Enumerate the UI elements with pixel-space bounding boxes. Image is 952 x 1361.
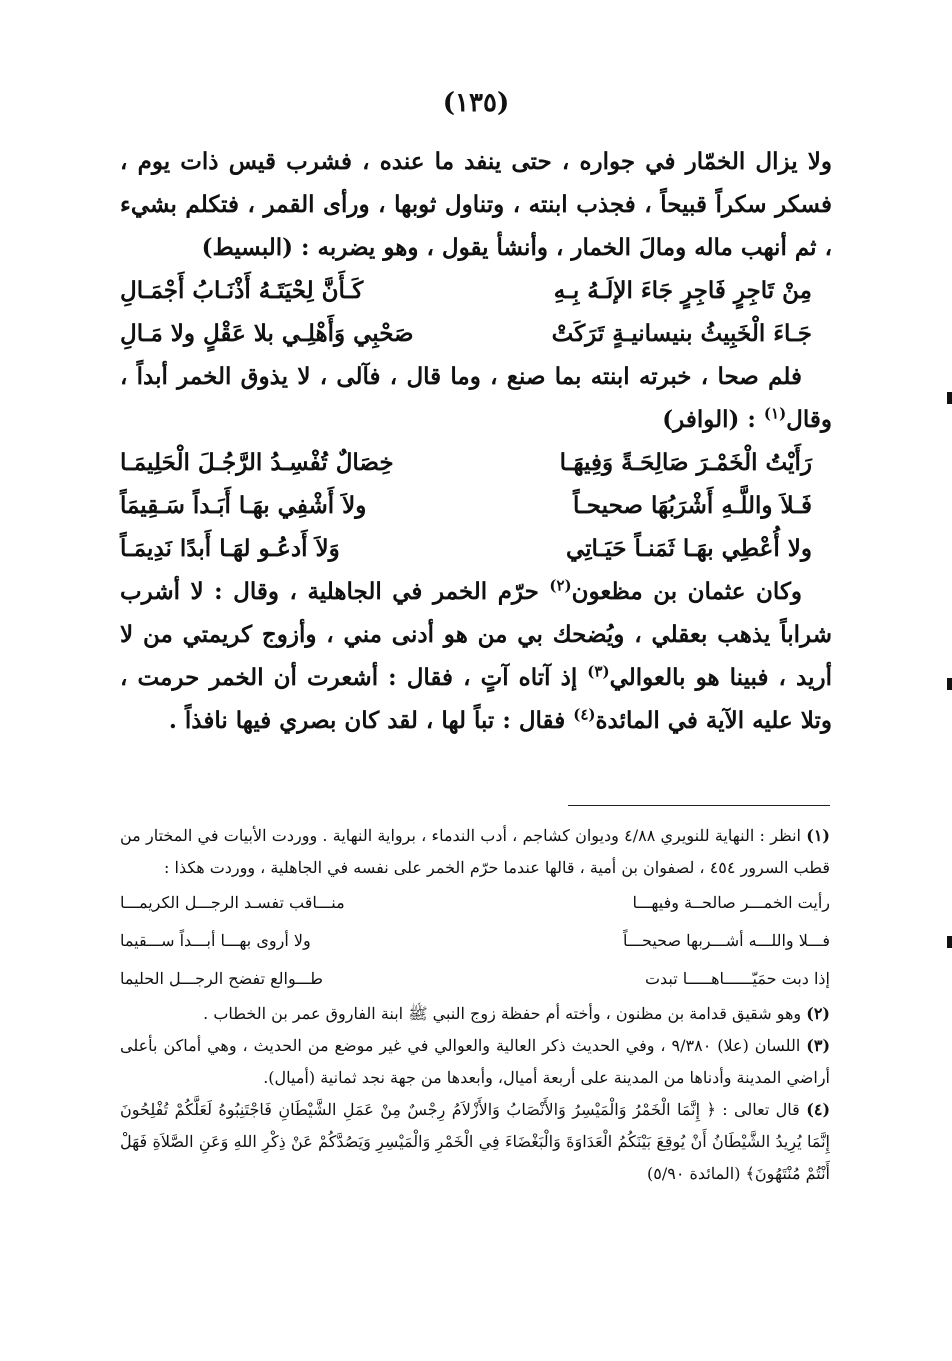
verse-hemistich-right: ولا أُعْطِي بهَـا ثَمَنـاً حَيَـاتِي	[565, 535, 812, 562]
paragraph-2-text-a: فلم صحا ، خبرته ابنته بما صنع ، وما قال ، فآلى ، لا يذوق الخمر أبداً ، وقال	[120, 363, 832, 433]
footnote-verse	[120, 884, 830, 922]
footnote-ref-2: (٢)	[549, 576, 572, 595]
paragraph-3-text-a: وكان عثمان بن مظعون	[571, 578, 803, 605]
footnote-ref-1: (١)	[763, 404, 787, 423]
paragraph-3-text-b: حرّم الخمر في الجاهلية ، وقال : لا أشرب شراباً يذهب بعقلي ، ويُضحك بي من هو أدنى مني ، وأزوج كريمتي من لا أريد ، فبينا هو بالعوالي	[120, 578, 832, 691]
paragraph-3	[120, 570, 832, 742]
paragraph-1: ولا يزال الخمّار في جواره ، حتى ينفد ما عنده ، فشرب قيس ذات يوم ، فسكر سكراً قبيحاً ، فجذب ابنته ، وتناول ثوبها ، ورأى القمر ، فتكلم بشيء ، ثم أنهب ماله ومالَ الخمار ، وأنشأ يقول ، وهو يضربه : (البسيط)	[120, 148, 832, 261]
verse-hemistich-right: إذا دبت حمَيّــــــاهـــــا تبدت	[644, 969, 830, 988]
footnote-2	[120, 998, 830, 1030]
footnote-ref-3: (٣)	[587, 662, 610, 681]
footnote-number: (٤)	[806, 1100, 831, 1119]
page-number: (١٣٥)	[442, 88, 510, 118]
footnote-verse	[120, 960, 830, 998]
paragraph-3-text-d: فقال : تباً لها ، لقد كان بصري فيها نافذاً .	[168, 707, 574, 734]
verse-hemistich-left: وَلاَ أَدعُـو لهَـا أَبدًا نَدِيمَـاً	[120, 535, 340, 562]
verse-hemistich-left: كَـأَنَّ لِحْيَتَـهُ أَذْنَـابُ أَجْمَـالِ	[120, 277, 364, 304]
footnote-text: قال تعالى : ﴿ إِنَّمَا الْخَمْرُ وَالْمَيْسِرُ وَالأَنْصَابُ وَالأَزْلاَمُ رِجْسٌ مِنْ عَمَلِ الشَّيْطَانِ فَاجْتَنِبُوهُ لَعَلَّكُمْ تُفْلِحُونَ إِنَّمَا يُرِيدُ الشَّيْطَانُ أَنْ يُوقِعَ بَيْنَكُمُ الْعَدَاوَةَ وَالْبَغْضَاءَ فِي الْخَمْرِ وَالْمَيْسِرِ وَيَصُدَّكُمْ عَنْ ذِكْرِ اللهِ وَعَنِ الصَّلاَةِ فَهَلْ أَنْتُمْ مُنْتَهُونَ﴾ (المائدة ٥/٩٠)	[120, 1100, 830, 1183]
footnote-4	[120, 1094, 830, 1190]
main-text	[120, 140, 832, 742]
verse-hemistich-left: ولاَ أَشْفِي بهَـا أَبَـداً سَـقِيمَاً	[120, 492, 367, 519]
scan-edge-mark	[947, 678, 952, 690]
footnote-text: اللسان (علا) ٩/٣٨٠ ، وفي الحديث ذكر العالية والعوالي في غير موضع من الحديث ، وهي أماكن بأعلى أراضي المدينة وأدناها من المدينة على أربعة أميال، وأبعدها من جهة نجد ثمانية (أميال).	[120, 1036, 830, 1087]
verse-hemistich-left: ولا أروى بهـــا أبـــداً ســـقيما	[120, 931, 311, 950]
footnote-3	[120, 1030, 830, 1094]
verse-hemistich-left: منـــاقب تفسـد الرجـــل الكريمـــا	[120, 893, 345, 912]
footnote-separator	[568, 805, 830, 806]
footnote-verse	[120, 922, 830, 960]
scan-edge-mark	[947, 392, 952, 404]
footnote-text: انظر : النهاية للنويري ٤/٨٨ وديوان كشاجم ، أدب الندماء ، برواية النهاية . ووردت الأبيات في المختار من قطب السرور ٤٥٤ ، لصفوان بن أمية ، قالها عندما حرّم الخمر على نفسه في الجاهلية ، ووردت هكذا :	[120, 826, 830, 877]
verse-hemistich-right: مِنْ تَاجِرٍ فَاجِرٍ جَاءَ الإلَـهُ بِـهِ	[553, 277, 812, 304]
footnote-1	[120, 820, 830, 884]
verse-hemistich-right: رَأَيْتُ الْخَمْـرَ صَالِحَـةً وَفِيهَـا	[559, 449, 812, 476]
poem-2-verse	[120, 441, 832, 484]
footnote-ref-4: (٤)	[573, 705, 596, 724]
verse-hemistich-right: جَـاءَ الْخَبِيثُ بنيسانيـةٍ تَرَكَتْ	[551, 320, 812, 347]
footnote-number: (٢)	[806, 1004, 830, 1023]
poem-1-verse	[120, 269, 832, 312]
paragraph-3-text-c: إذ آتاه آتٍ ، فقال : أشعرت أن الخمر حرمت ، وتلا عليه الآية في المائدة	[120, 664, 832, 734]
scan-edge-mark	[947, 936, 952, 948]
verse-hemistich-left: طـــوالع تفضح الرجـــل الحليما	[120, 969, 324, 988]
footnote-text: وهو شقيق قدامة بن مظنون ، وأخته أم حفظة زوج النبي ﷺ ابنة الفاروق عمر بن الخطاب .	[203, 1004, 802, 1023]
footnotes	[120, 820, 830, 1190]
verse-hemistich-right: رأيت الخمـــر صالحــة وفيهـــا	[632, 893, 830, 912]
footnote-number: (٣)	[806, 1036, 831, 1055]
verse-hemistich-right: فـــلا واللـــه أشـــربها صحيحـــاً	[623, 931, 830, 950]
poem-1-verse	[120, 312, 832, 355]
paragraph-2-text-b: : (الوافر)	[662, 406, 764, 433]
verse-hemistich-left: خِصَالٌ تُفْسِـدُ الرَّجُـلَ الْحَلِيمَـا	[120, 449, 394, 476]
footnote-number: (١)	[806, 826, 830, 845]
paragraph-2	[120, 355, 832, 441]
poem-2-verse	[120, 484, 832, 527]
verse-hemistich-right: فَـلاَ واللَّـهِ أَشْرَبُهَا صحيحـاً	[573, 492, 812, 519]
verse-hemistich-left: صَحْبِي وَأَهْلِـي بلا عَقْلٍ ولا مَـالِ	[120, 320, 414, 347]
poem-2-verse	[120, 527, 832, 570]
